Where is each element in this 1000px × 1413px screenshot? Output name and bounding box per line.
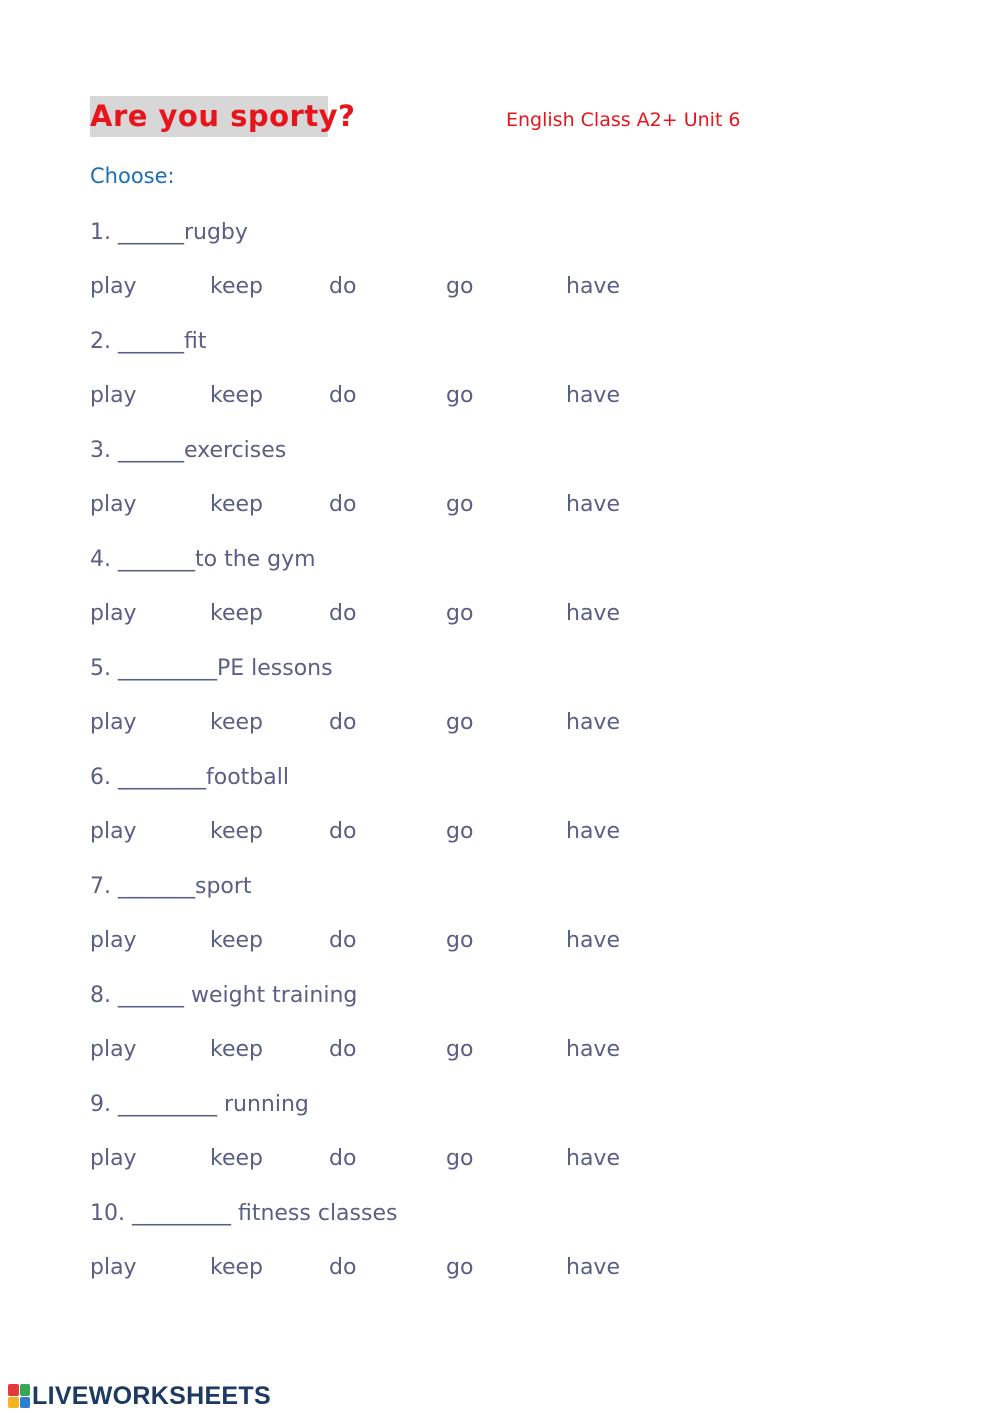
option-row [90, 926, 690, 956]
option-go[interactable]: go [446, 710, 474, 735]
option-play[interactable]: play [90, 383, 137, 408]
option-keep[interactable]: keep [210, 601, 263, 626]
page-title: Are you sporty? [90, 96, 328, 137]
option-play[interactable]: play [90, 1037, 137, 1062]
option-do[interactable]: do [329, 1255, 357, 1280]
option-row [90, 1035, 690, 1065]
question-text: 4. _______to the gym [90, 547, 316, 572]
logo-square-yellow [8, 1397, 19, 1409]
option-do[interactable]: do [329, 492, 357, 517]
option-row [90, 599, 690, 629]
option-row [90, 272, 690, 302]
option-go[interactable]: go [446, 492, 474, 517]
option-do[interactable]: do [329, 1037, 357, 1062]
worksheet-subtitle: English Class A2+ Unit 6 [506, 109, 741, 131]
option-go[interactable]: go [446, 1255, 474, 1280]
option-go[interactable]: go [446, 1146, 474, 1171]
question-text: 7. _______sport [90, 874, 252, 899]
option-keep[interactable]: keep [210, 492, 263, 517]
option-have[interactable]: have [566, 1037, 620, 1062]
option-do[interactable]: do [329, 928, 357, 953]
option-have[interactable]: have [566, 383, 620, 408]
option-keep[interactable]: keep [210, 383, 263, 408]
option-row [90, 490, 690, 520]
option-do[interactable]: do [329, 1146, 357, 1171]
option-have[interactable]: have [566, 1146, 620, 1171]
option-play[interactable]: play [90, 1255, 137, 1280]
option-play[interactable]: play [90, 492, 137, 517]
option-go[interactable]: go [446, 819, 474, 844]
option-keep[interactable]: keep [210, 1255, 263, 1280]
option-have[interactable]: have [566, 1255, 620, 1280]
question-text: 5. _________PE lessons [90, 656, 333, 681]
option-do[interactable]: do [329, 383, 357, 408]
instruction-label: Choose: [90, 164, 175, 188]
option-go[interactable]: go [446, 383, 474, 408]
option-do[interactable]: do [329, 274, 357, 299]
logo-square-green [20, 1384, 31, 1396]
option-have[interactable]: have [566, 492, 620, 517]
option-have[interactable]: have [566, 601, 620, 626]
option-keep[interactable]: keep [210, 274, 263, 299]
question-text: 8. ______ weight training [90, 983, 358, 1008]
liveworksheets-logo[interactable] [8, 1381, 271, 1411]
question-text: 1. ______rugby [90, 220, 248, 245]
option-play[interactable]: play [90, 928, 137, 953]
option-have[interactable]: have [566, 819, 620, 844]
option-row [90, 1253, 690, 1283]
option-have[interactable]: have [566, 710, 620, 735]
option-play[interactable]: play [90, 1146, 137, 1171]
option-play[interactable]: play [90, 819, 137, 844]
option-row [90, 1144, 690, 1174]
option-keep[interactable]: keep [210, 1146, 263, 1171]
option-go[interactable]: go [446, 928, 474, 953]
option-keep[interactable]: keep [210, 710, 263, 735]
option-have[interactable]: have [566, 274, 620, 299]
option-play[interactable]: play [90, 274, 137, 299]
question-text: 10. _________ fitness classes [90, 1201, 398, 1226]
option-row [90, 708, 690, 738]
option-play[interactable]: play [90, 601, 137, 626]
logo-text: LIVEWORKSHEETS [32, 1381, 271, 1410]
liveworksheets-logo-icon [8, 1384, 30, 1408]
option-go[interactable]: go [446, 601, 474, 626]
option-keep[interactable]: keep [210, 819, 263, 844]
option-go[interactable]: go [446, 274, 474, 299]
option-have[interactable]: have [566, 928, 620, 953]
logo-square-blue [20, 1397, 31, 1409]
question-text: 6. ________football [90, 765, 289, 790]
option-do[interactable]: do [329, 601, 357, 626]
question-text: 2. ______fit [90, 329, 207, 354]
option-play[interactable]: play [90, 710, 137, 735]
question-text: 3. ______exercises [90, 438, 287, 463]
option-do[interactable]: do [329, 819, 357, 844]
logo-square-red [8, 1384, 19, 1396]
option-do[interactable]: do [329, 710, 357, 735]
question-text: 9. _________ running [90, 1092, 309, 1117]
option-keep[interactable]: keep [210, 1037, 263, 1062]
option-row [90, 817, 690, 847]
option-go[interactable]: go [446, 1037, 474, 1062]
option-row [90, 381, 690, 411]
option-keep[interactable]: keep [210, 928, 263, 953]
